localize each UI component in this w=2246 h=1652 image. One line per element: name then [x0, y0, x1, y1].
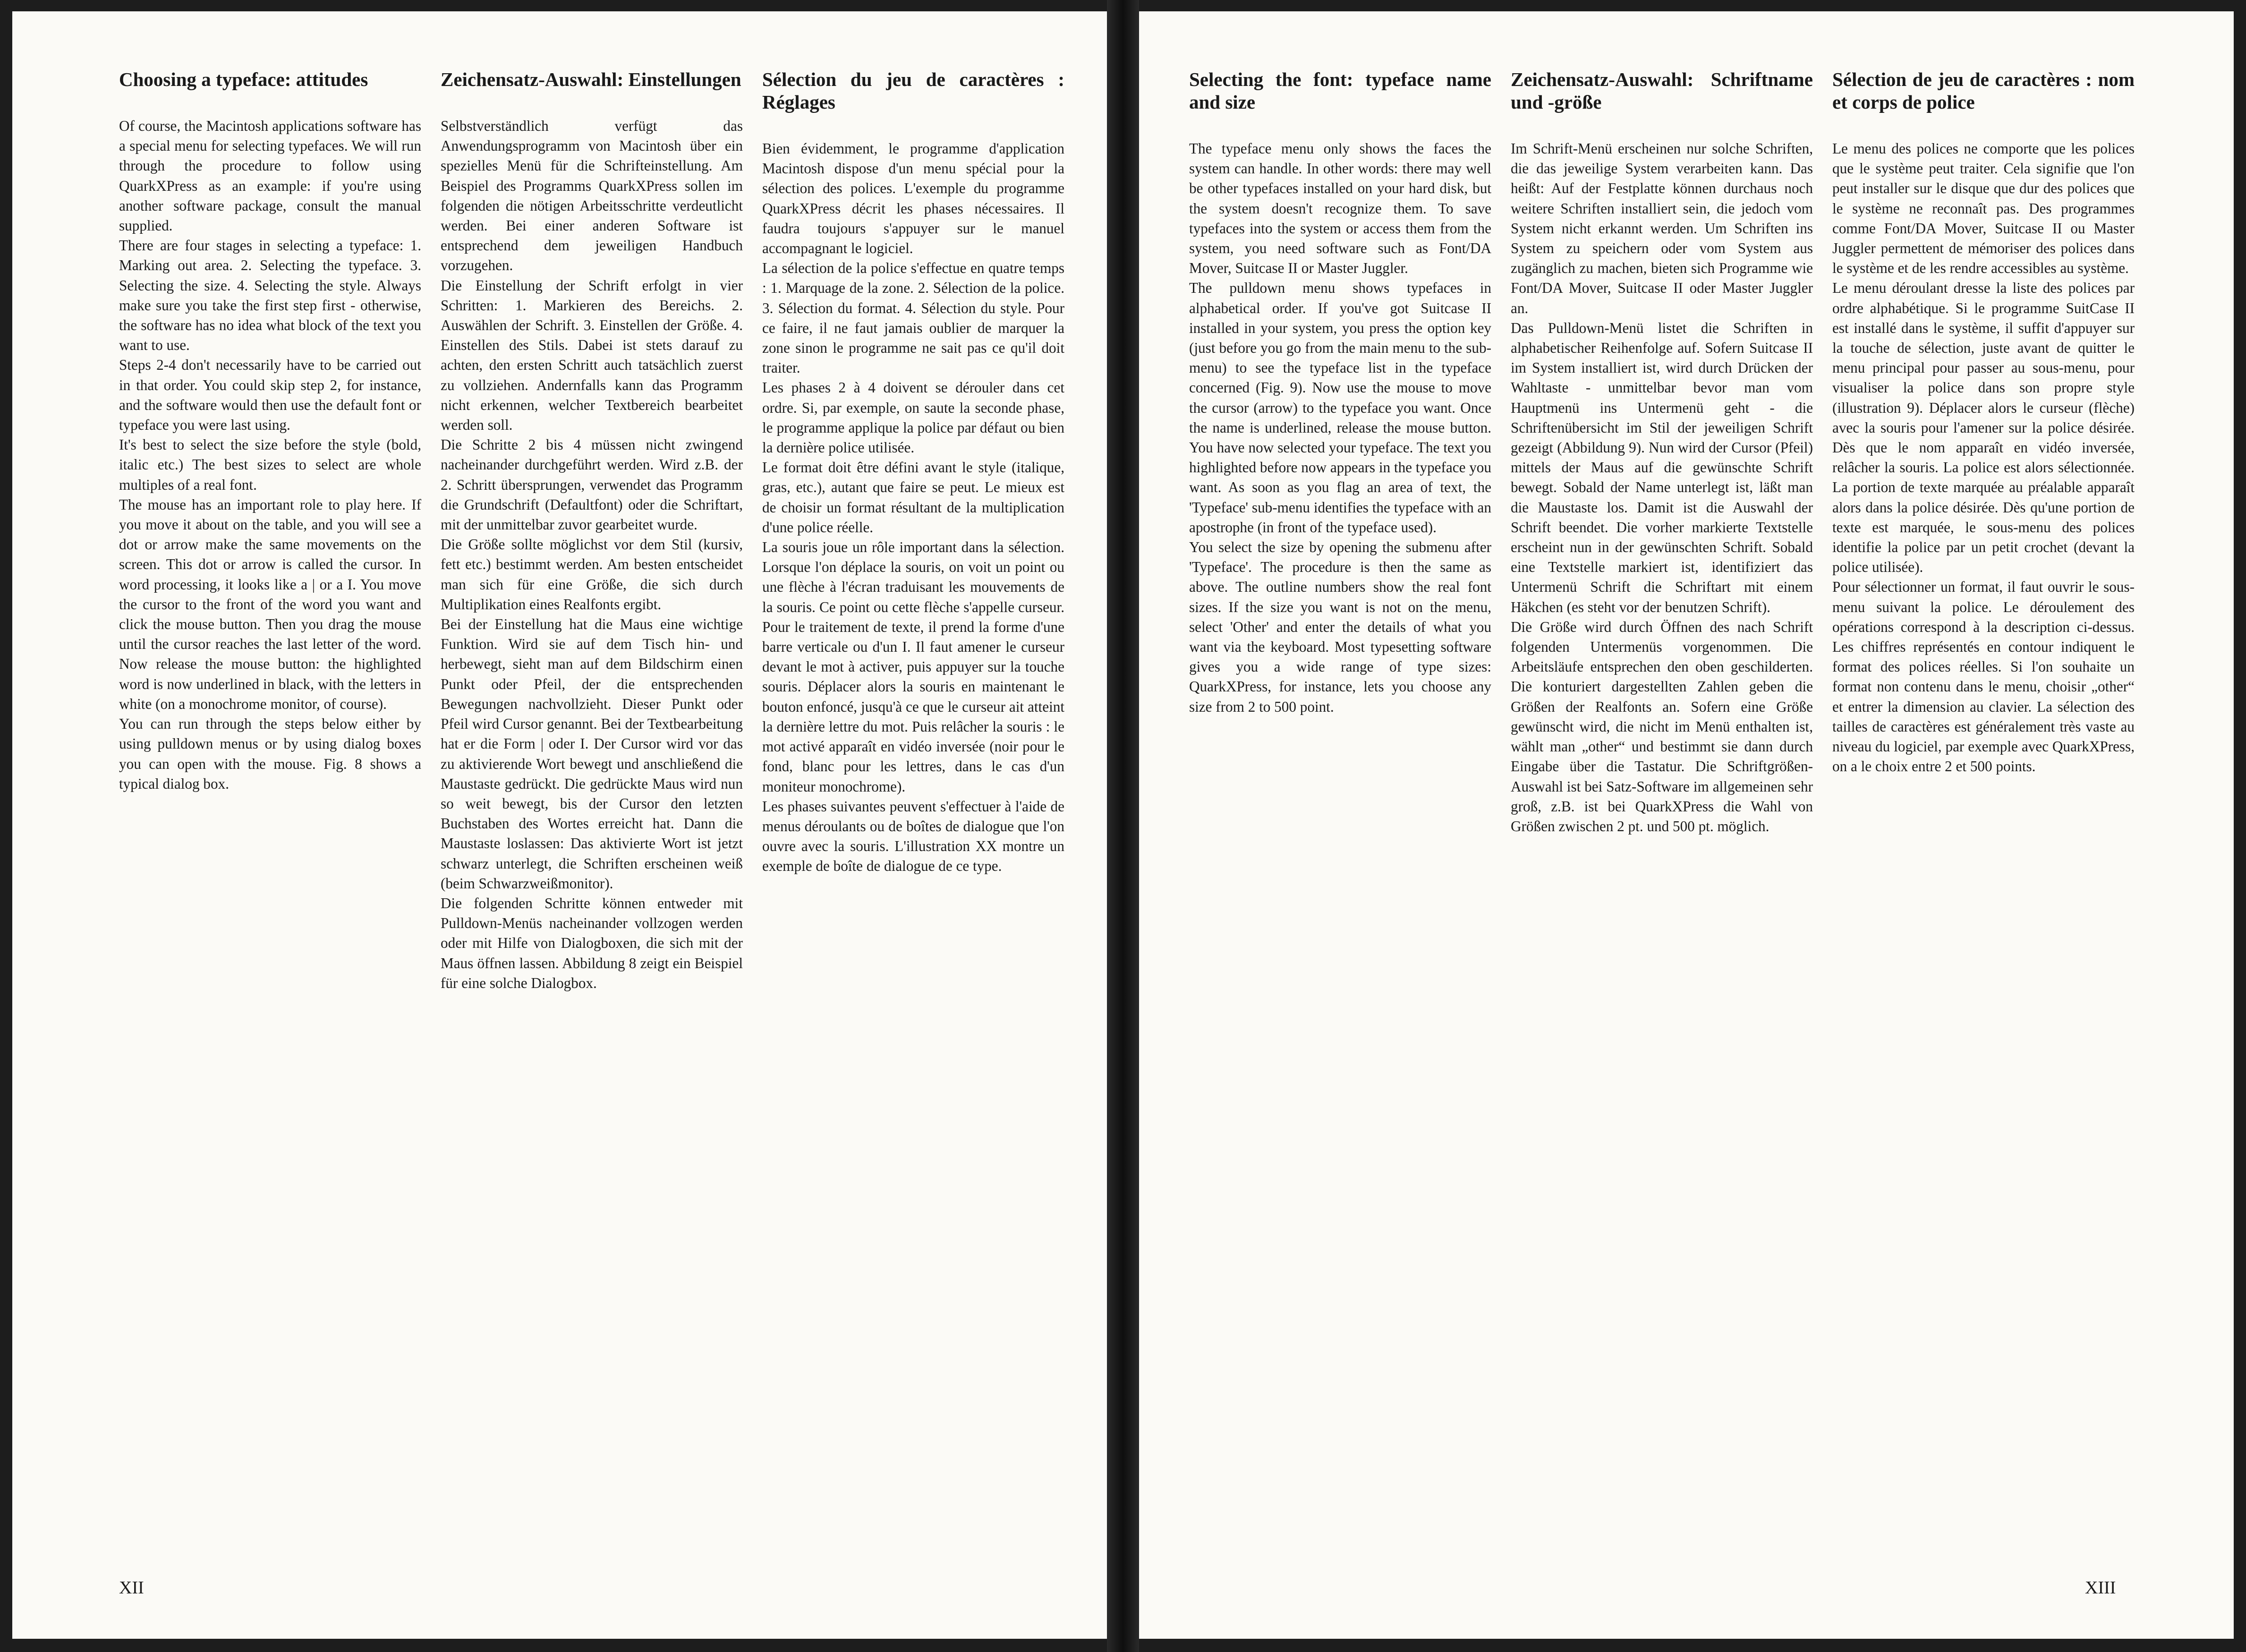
body-text	[441, 116, 743, 993]
heading-selection-reglages: Sélection du jeu de caractères : Réglages	[762, 68, 1064, 113]
column-english-left	[119, 68, 421, 794]
paragraph: Selbstverständlich verfügt das Anwendungsprogramm von Macintosh über ein spezielles Menü für die Schrifteinstellung. Am Beispiel des Programms QuarkXPress sollen im folgenden die nötigen Arbeitsschritte verdeutlicht werden. Bei einer anderen Software ist entsprechend dem jeweiligen Handbuch vorzugehen.	[441, 118, 743, 274]
paragraph: Die Einstellung der Schrift erfolgt in vier Schritten: 1. Markieren des Bereichs. 2. Auswählen der Schrift. 3. Einstellen der Größe. 4. Einstellen des Stils. Dabei ist stets darauf zu achten, den ersten Schritt auch tatsächlich zuerst zu vollziehen. Andernfalls kann das Programm nicht erkennen, welcher Textbereich bearbeitet werden soll.	[441, 277, 743, 434]
paragraph: Das Pulldown-Menü listet die Schriften in alphabetischer Reihenfolge auf. Sofern Suitcase II im System installiert ist, wird durch Drücken der Wahltaste - unmittelbar bevor man vom Hauptmenü ins Untermenü geht - die Schriftenübersicht im Stil der jeweiligen Schrift gezeigt (Abbildung 9). Nun wird der Cursor (Pfeil) mittels der Maus auf die gewünschte Schrift bewegt. Sobald der Name unterlegt ist, läßt man die Maustaste los. Damit ist die Auswahl der Schrift beendet. Die vorher markierte Textstelle erscheint nun in der gewünschten Schrift. Sobald eine Textstelle markiert ist, identifiziert das Untermenü Schrift die Schriftart mit einem Häkchen (es steht vor der benutzen Schrift).	[1511, 319, 1813, 615]
paragraph: You select the size by opening the submenu after 'Typeface'. The procedure is then the same as above. The outline numbers show the real font sizes. If the size you want is not on the menu, select 'Other' and enter the details of what you want via the keyboard. Most typesetting software gives you a wide range of type sizes: QuarkXPress, for instance, lets you choose any size from 2 to 500 point.	[1189, 539, 1491, 715]
column-english-right	[1189, 68, 1491, 717]
page-number-right: XIII	[2085, 1578, 2116, 1598]
left-page	[12, 11, 1107, 1639]
paragraph: La souris joue un rôle important dans la sélection. Lorsque l'on déplace la souris, on voit un point ou une flèche à l'écran traduisant les mouvements de la souris. Ce point ou cette flèche s'appelle curseur. Pour le traitement de texte, il prend la forme d'une barre verticale ou d'un I. Il faut amener le curseur devant le mot à activer, puis appuyer sur la touche souris. Déplacer alors la souris en maintenant le bouton enfoncé, jusqu'à ce que le curseur ait atteint la dernière lettre du mot. Puis relâcher la souris : le mot activé apparaît en vidéo inversée (noir pour le fond, blanc pour les lettres, dans le cas d'un moniteur monochrome).	[762, 539, 1064, 795]
paragraph: You can run through the steps below either by using pulldown menus or by using dialog boxes you can open with the mouse. Fig. 8 shows a typical dialog box.	[119, 715, 421, 792]
body-text	[119, 116, 421, 794]
paragraph: Bien évidemment, le programme d'application Macintosh dispose d'un menu spécial pour la sélection des polices. L'exemple du programme QuarkXPress décrit les phases nécessaires. Il faudra toujours s'appuyer sur le manuel accompagnant le logiciel.	[762, 140, 1064, 257]
heading-choosing-typeface: Choosing a typeface: attitudes	[119, 68, 368, 90]
paragraph: There are four stages in selecting a typeface: 1. Marking out area. 2. Selecting the typeface. 3. Selecting the size. 4. Selecting the style. Always make sure you take the first step first - otherwise, the software has no idea what block of the text you want to use.	[119, 237, 421, 354]
heading-zeichensatz-einstellungen: Zeichensatz-Auswahl: Einstellungen	[441, 68, 741, 90]
heading-zeichensatz-schriftname: Zeichensatz-Auswahl: Schriftname und -größe	[1511, 68, 1813, 113]
paragraph: Die Größe wird durch Öffnen des nach Schrift folgenden Untermenüs vorgenommen. Die Arbeitsläufe entsprechen den oben geschilderten. Die konturiert dargestellten Zahlen geben die Größen der Realfonts an. Sofern eine Größe gewünscht wird, die nicht im Menü enthalten ist, wählt man „other“ und bestimmt sie dann durch Eingabe über die Tastatur. Die Schriftgrößen-Auswahl ist bei Satz-Software im allgemeinen sehr groß, z.B. ist bei QuarkXPress die Wahl von Größen zwischen 2 pt. und 500 pt. möglich.	[1511, 618, 1813, 835]
paragraph: Les phases suivantes peuvent s'effectuer à l'aide de menus déroulants ou de boîtes de dialogue que l'on ouvre avec la souris. L'illustration XX montre un exemple de boîte de dialogue de ce type.	[762, 798, 1064, 875]
column-german-right	[1511, 68, 1813, 836]
paragraph: La sélection de la police s'effectue en quatre temps : 1. Marquage de la zone. 2. Sélection de la police. 3. Sélection du format. 4. Sélection du style. Pour ce faire, il ne faut jamais oublier de marquer la zone sinon le programme ne sait pas ce qu'il doit traiter.	[762, 260, 1064, 376]
paragraph: Les phases 2 à 4 doivent se dérouler dans cet ordre. Si, par exemple, on saute la seconde phase, le programme applique la police par défaut ou bien la dernière police utilisée.	[762, 379, 1064, 456]
paragraph: The typeface menu only shows the faces the system can handle. In other words: there may well be other typefaces installed on your hard disk, but the system doesn't recognize them. To save typefaces into the system or access them from the system, you need software such as Font/DA Mover, Suitcase II or Master Juggler.	[1189, 140, 1491, 277]
paragraph: Bei der Einstellung hat die Maus eine wichtige Funktion. Wird sie auf dem Tisch hin- und herbewegt, sieht man auf dem Bildschirm einen Punkt oder Pfeil, der die entsprechenden Bewegungen nachvollzieht. Dieser Punkt oder Pfeil wird Cursor genannt. Bei der Textbearbeitung hat er die Form | oder I. Der Cursor wird vor das zu aktivierende Wort bewegt und anschließend die Maustaste gedrückt. Die gedrückte Maus wird nun so weit bewegt, bis der Cursor den letzten Buchstaben des Wortes erreicht hat. Dann die Maustaste loslassen: Das aktivierte Wort ist jetzt schwarz unterlegt, die Schriften erscheinen weiß (beim Schwarzweißmonitor).	[441, 616, 743, 892]
paragraph: Pour sélectionner un format, il faut ouvrir le sous-menu suivant la police. Le déroulement des opérations correspond à la description ci-dessus. Les chiffres représentés en contour indiquent le format des polices réelles. Si l'on souhaite un format non contenu dans le menu, choisir „other“ et entrer la dimension au clavier. La sélection des tailles de caractères est généralement très vaste au niveau du logiciel, par exemple avec QuarkXPress, on a le choix entre 2 et 500 points.	[1832, 579, 2135, 775]
paragraph: Le menu des polices ne comporte que les polices que le système peut traiter. Cela signifie que l'on peut installer sur le disque que dur des polices que le système ne reconnaît pas. Des programmes comme Font/DA Mover, Suitcase II ou Master Juggler permettent de mémoriser des polices dans le système et de les rendre accessibles au système.	[1832, 140, 2135, 277]
body-text	[1189, 139, 1491, 717]
right-page	[1139, 11, 2234, 1639]
book-spine	[1107, 0, 1139, 1652]
paragraph: It's best to select the size before the style (bold, italic etc.) The best sizes to select are whole multiples of a real font.	[119, 436, 421, 493]
heading-selection-nom-corps: Sélection de jeu de caractères : nom et corps de police	[1832, 68, 2135, 113]
paragraph: Die Schritte 2 bis 4 müssen nicht zwingend nacheinander durchgeführt werden. Wird z.B. der 2. Schritt übersprungen, verwendet das Programm die Grundschrift (Defaultfont) oder die Schriftart, mit der unmittelbar zuvor gearbeitet wurde.	[441, 436, 743, 533]
page-number-left: XII	[119, 1578, 144, 1598]
paragraph: Die folgenden Schritte können entweder mit Pulldown-Menüs nacheinander vollzogen werden oder mit Hilfe von Dialogboxen, die sich mit der Maus öffnen lassen. Abbildung 8 zeigt ein Beispiel für eine solche Dialogbox.	[441, 894, 743, 991]
column-french-right	[1832, 68, 2135, 777]
paragraph: The mouse has an important role to play here. If you move it about on the table, and you will see a dot or arrow make the same movements on the screen. This dot or arrow is called the cursor. In word processing, it looks like a | or a I. You move the cursor to the front of the word you want and click the mouse button. Then you drag the mouse until the cursor reaches the last letter of the word. Now release the mouse button: the highlighted word is now underlined in black, with the letters in white (on a monochrome monitor, of course).	[119, 496, 421, 712]
column-french-left	[762, 68, 1064, 877]
paragraph: Le menu déroulant dresse la liste des polices par ordre alphabétique. Si le programme SuitCase II est installé dans le système, il suffit d'appuyer sur la touche de sélection, juste avant de quitter le menu principal pour passer au sous-menu, pour visualiser la police dans son propre style (illustration 9). Déplacer alors le curseur (flèche) avec la souris pour l'amener sur la police désirée. Dès que le nom apparaît en vidéo inversée, relâcher la souris. La police est alors sélectionnée. La portion de texte marquée au préalable apparaît alors dans la police désirée. Dès qu'une portion de texte est marquée, le sous-menu des polices identifie la police par un petit crochet (devant la police utilisée).	[1832, 280, 2135, 576]
body-text	[1832, 139, 2135, 777]
paragraph: The pulldown menu shows typefaces in alphabetical order. If you've got Suitcase II installed in your system, you press the option key (just before you go from the main menu to the sub-menu) to see the typeface list in the typeface concerned (Fig. 9). Now use the mouse to move the cursor (arrow) to the typeface you want. Once the name is underlined, release the mouse button. You have now selected your typeface. The text you highlighted before now appears in the typeface you want. As soon as you flag an area of text, the 'Typeface' sub-menu identifies the typeface with an apostrophe (in front of the typeface used).	[1189, 280, 1491, 536]
heading-selecting-font: Selecting the font: typeface name and size	[1189, 68, 1491, 113]
paragraph: Of course, the Macintosh applications software has a special menu for selecting typefaces. We will run through the procedure to follow using QuarkXPress as an example: if you're using another software package, consult the manual supplied.	[119, 118, 421, 234]
paragraph: Im Schrift-Menü erscheinen nur solche Schriften, die das jeweilige System verarbeiten kann. Das heißt: Auf der Festplatte können durchaus noch weitere Schriften installiert sein, die jedoch vom System nicht erkannt werden. Um Schriften ins System zu speichern oder vom System aus zugänglich zu machen, bieten sich Programme wie Font/DA Mover, Suitcase II oder Master Juggler an.	[1511, 140, 1813, 316]
body-text	[1511, 139, 1813, 836]
body-text	[762, 139, 1064, 877]
paragraph: Le format doit être défini avant le style (italique, gras, etc.), autant que faire se peut. Le mieux est de choisir un format résultant de la multiplication d'une police réelle.	[762, 459, 1064, 536]
paragraph: Die Größe sollte möglichst vor dem Stil (kursiv, fett etc.) bestimmt werden. Am besten entscheidet man sich für eine Größe, die sich durch Multiplikation eines Realfonts ergibt.	[441, 536, 743, 613]
paragraph: Steps 2-4 don't necessarily have to be carried out in that order. You could skip step 2, for instance, and the software would then use the default font or typeface you were last using.	[119, 357, 421, 434]
column-german-left	[441, 68, 743, 993]
